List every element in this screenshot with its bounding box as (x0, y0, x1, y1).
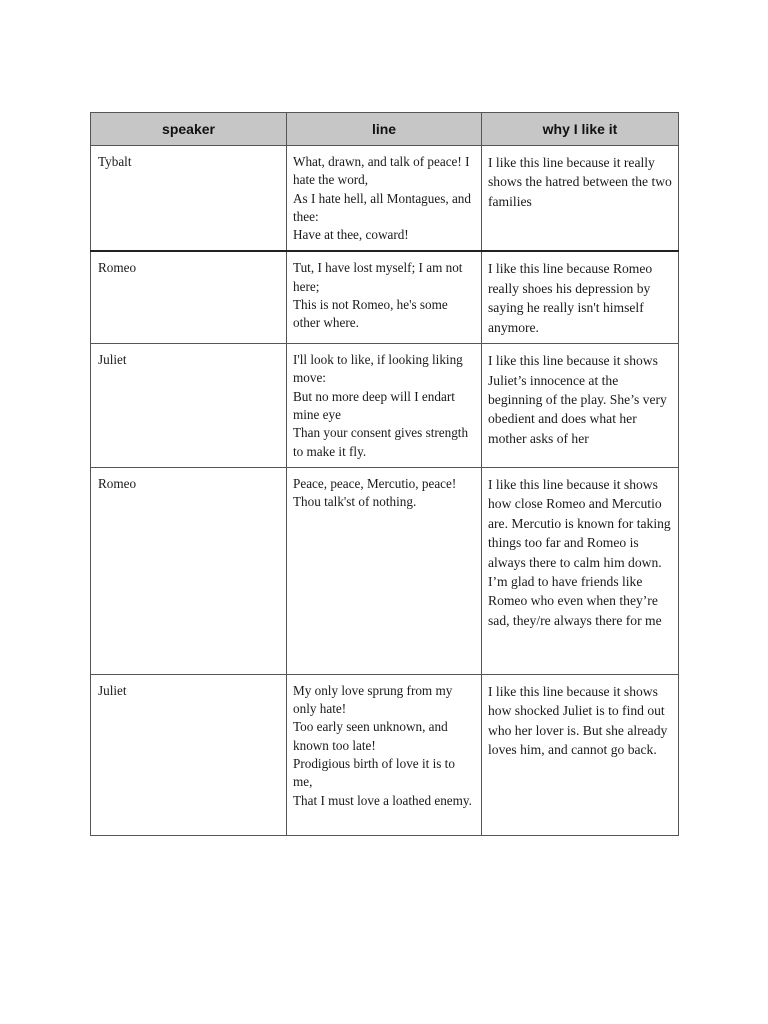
line-cell (287, 467, 482, 674)
table-row (91, 674, 679, 835)
line-cell (287, 251, 482, 343)
header-row (91, 113, 679, 146)
line-cell (287, 344, 482, 468)
speaker-cell: Romeo (91, 251, 287, 343)
speaker-cell: Juliet (91, 674, 287, 835)
line-text: But no more deep will I endart mine eye (293, 388, 455, 422)
why-cell: I like this line because it shows how shocked Juliet is to find out who her lover is. But she already loves him, and cannot go back. (482, 674, 679, 835)
line-text: Have at thee, coward! (293, 227, 409, 243)
line-text: As I hate hell, all Montagues, and thee: (293, 190, 471, 224)
why-cell: I like this line because Romeo really shoes his depression by saying he really isn't himself anymore. (482, 251, 679, 343)
quotes-table (90, 112, 679, 836)
line-text: Peace, peace, Mercutio, peace! (293, 475, 457, 491)
speaker-cell: Tybalt (91, 146, 287, 252)
line-text: My only love sprung from my only hate! (293, 682, 453, 717)
line-text: Too early seen unknown, and known too late! (293, 719, 448, 753)
line-cell (287, 146, 482, 252)
line-text: I'll look to like, if looking liking move: (293, 352, 463, 386)
line-text: That I must love a loathed enemy. (293, 792, 472, 808)
speaker-cell: Romeo (91, 467, 287, 674)
line-cell (287, 674, 482, 835)
why-cell: I like this line because it shows Juliet’s innocence at the beginning of the play. She’s very obedient and does what her mother asks of her (482, 344, 679, 468)
line-text: Prodigious birth of love it is to me, (293, 756, 455, 790)
speaker-cell: Juliet (91, 344, 287, 468)
why-cell: I like this line because it shows how close Romeo and Mercutio are. Mercutio is known for taking things too far and Romeo is always there to calm him down. I’m glad to have friends like Romeo who even when they’re sad, they/re always there for me (482, 467, 679, 674)
header-line: line (287, 113, 482, 146)
line-text: This is not Romeo, he's some other where. (293, 297, 448, 331)
line-text: Tut, I have lost myself; I am not here; (293, 260, 463, 294)
line-text: Thou talk'st of nothing. (293, 494, 417, 510)
table-row (91, 344, 679, 468)
line-text: What, drawn, and talk of peace! I hate the word, (293, 154, 470, 188)
header-why: why I like it (482, 113, 679, 146)
table-row (91, 146, 679, 252)
header-speaker: speaker (91, 113, 287, 146)
table-row (91, 251, 679, 343)
line-text: Than your consent gives strength to make it fly. (293, 425, 469, 459)
table-row (91, 467, 679, 674)
why-cell: I like this line because it really shows the hatred between the two families (482, 146, 679, 252)
